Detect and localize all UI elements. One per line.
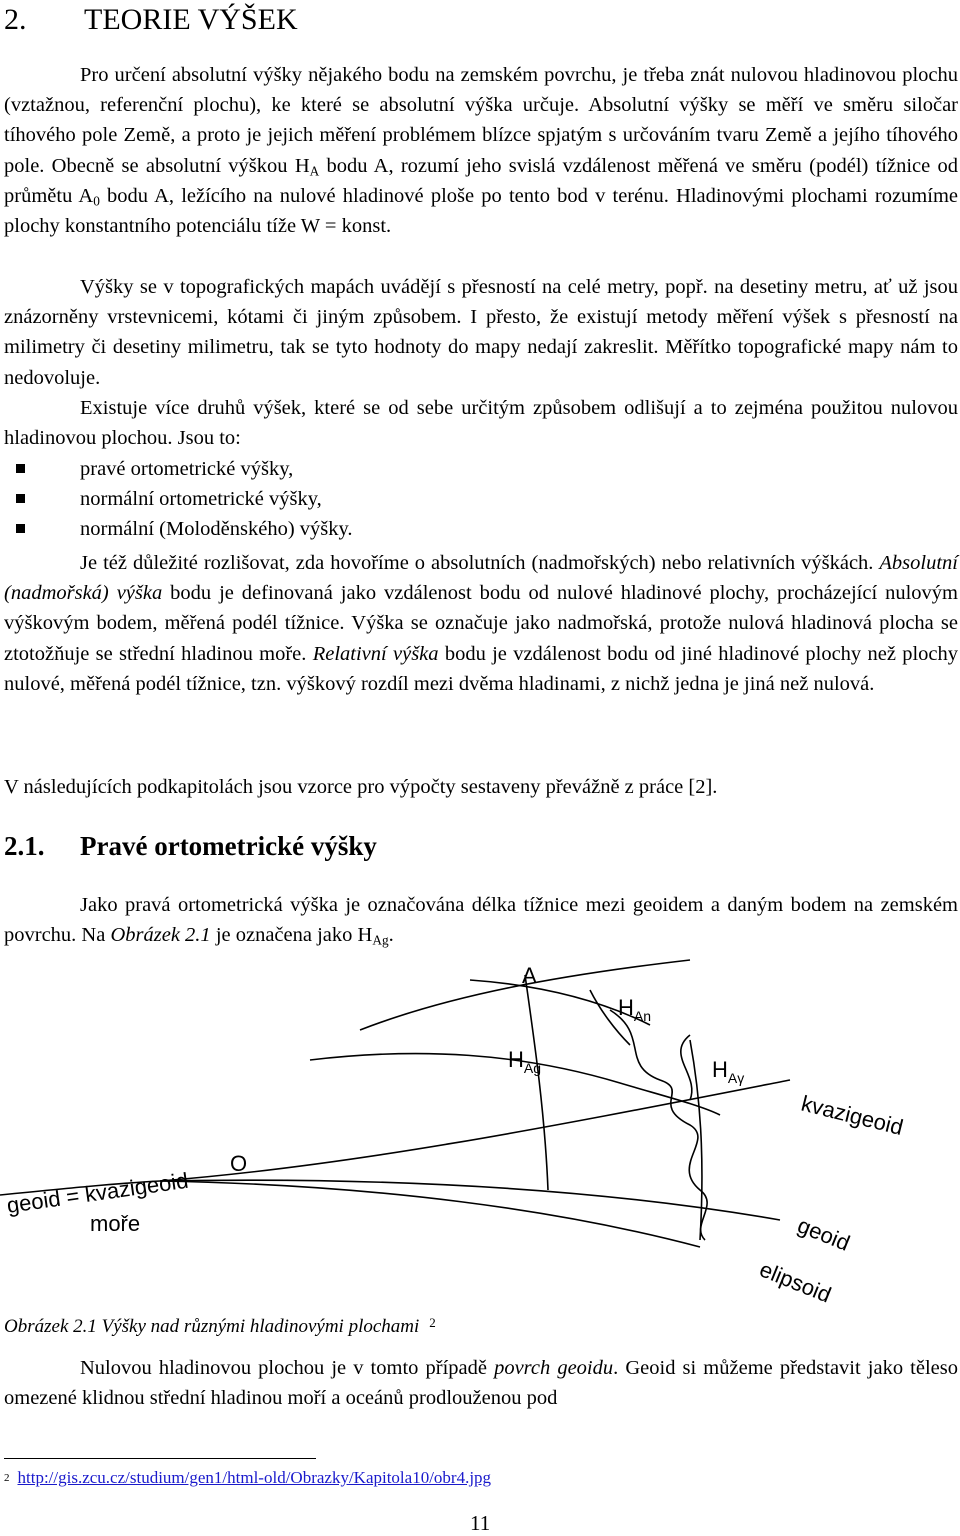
- subsection-number: 2.1.: [4, 831, 45, 861]
- figure-caption: Obrázek 2.1 Výšky nad různými hladinovými plochami $^2$: [4, 1315, 436, 1337]
- paragraph-7: Nulovou hladinovou plochou je v tomto případě povrch geoidu. Geoid si můžeme představit jako těleso omezené klidnou střední hladinou moří a oceánů prodlouženou pod: [4, 1357, 958, 1410]
- page-number: 11: [470, 1511, 491, 1535]
- label-elipsoid: elipsoid: [756, 1256, 835, 1308]
- label-h-ay: $H_{A\gamma}$: [712, 1057, 745, 1086]
- geoid-curve: [160, 1180, 780, 1220]
- footnote-number: 2: [4, 1472, 10, 1484]
- footnote-divider: [4, 1458, 316, 1459]
- paragraph-2: Výšky se v topografických mapách uvádějí s přesností na celé metry, popř. na desetiny metru, ať už jsou znázorněny vrstevnicemi, kótami či jiným způsobem. I přesto, že existují metody měření výšek s přesností na milimetry či desetiny milimetru, tak se tyto hodnoty do mapy nedají zakreslit. Měřítko topografické mapy nám to nedovoluje.: [4, 276, 958, 389]
- ellipsoid-curve: [160, 1181, 700, 1247]
- paragraph-5: V následujících podkapitolách jsou vzorce pro výpočty sestaveny převážně z práce [2].: [4, 776, 718, 798]
- footnote-link[interactable]: http://gis.zcu.cz/studium/gen1/html-old/Obrazky/Kapitola10/obr4.jpg: [17, 1468, 492, 1487]
- height-types-list: [4, 454, 353, 545]
- label-geoid-equals-kvazigeoid: geoid = kvazigeoid: [5, 1167, 190, 1218]
- paragraph-6: Jako pravá ortometrická výška je označována délka tížnice mezi geoidem a daným bodem na zemském povrchu. Na Obrázek 2.1 je označena jako $H_{Ag}$.: [4, 894, 958, 948]
- paragraph-4: Je též důležité rozlišovat, zda hovoříme o absolutních (nadmořských) nebo relativních výškách. Absolutní (nadmořská) výška bodu je definovaná jako vzdálenost bodu od nulové hladinové plochy, procházející nulovým výškovým bodem, měřená podél tížnice. Výška se označuje jako nadmořská, protože nulová hladinová plocha se ztotožňuje se střední hladinou moře. Relativní výška bodu je vzdálenost bodu od jiné hladinové plochy než plochy nulové, měřená podél tížnice, tzn. výškový rozdíl mezi dvěma hladinami, z nichž jedna je jiná než nulová.: [4, 552, 959, 695]
- paragraph-3: Existuje více druhů výšek, které se od sebe určitým způsobem odlišují a to zejména použitou nulovou hladinovou plochou. Jsou to:: [4, 397, 958, 450]
- list-item: normální ortometrické výšky,: [4, 484, 353, 514]
- bullet-square-icon: [16, 494, 25, 503]
- label-h-an: $H_{An}$: [618, 995, 652, 1024]
- section-heading: [4, 2, 298, 38]
- label-a: A: [522, 963, 537, 988]
- bullet-square-icon: [16, 524, 25, 533]
- section-title: TEORIE VÝŠEK: [84, 3, 298, 36]
- subsection-heading: [4, 828, 377, 864]
- footnote: [4, 1466, 491, 1490]
- bullet-square-icon: [16, 464, 25, 473]
- section-number: 2.: [4, 3, 27, 36]
- list-item: pravé ortometrické výšky,: [4, 454, 353, 484]
- label-kvazigeoid: kvazigeoid: [798, 1090, 906, 1140]
- plumb-line-wavy: [610, 1010, 707, 1240]
- plumb-line-right: [690, 1040, 702, 1240]
- label-h-ag: $H_{Ag}$: [508, 1047, 542, 1076]
- label-geoid: geoid: [794, 1212, 854, 1256]
- plumb-line-ag: [525, 975, 548, 1190]
- label-more: moře: [90, 1211, 141, 1236]
- footnote-reference: 2: [429, 1315, 436, 1330]
- label-o: O: [230, 1151, 248, 1176]
- subsection-title: Pravé ortometrické výšky: [80, 831, 377, 861]
- paragraph-1: Pro určení absolutní výšky nějakého bodu na zemském povrchu, je třeba znát nulovou hladinovou plochu (vztažnou, referenční plochu), ke které se absolutní výška určuje. Absolutní výšky se měří ve směru siločar tíhového pole Země, a proto je jejich měření problémem blízce spjatým s určováním tvaru Země a jejího tíhového pole. Obecně se absolutní výškou $H_A$ bodu A, rozumí jeho svislá vzdálenost měřená ve směru (podél) tížnice od průmětu $A_0$ bodu A, ležícího na nulové hladinové ploše po tento bod v terénu. Hladinovými plochami rozumíme plochy konstantního potenciálu tíže W = konst.: [4, 64, 959, 238]
- heights-figure: [0, 955, 960, 1315]
- list-item: normální (Moloděnského) výšky.: [4, 514, 353, 544]
